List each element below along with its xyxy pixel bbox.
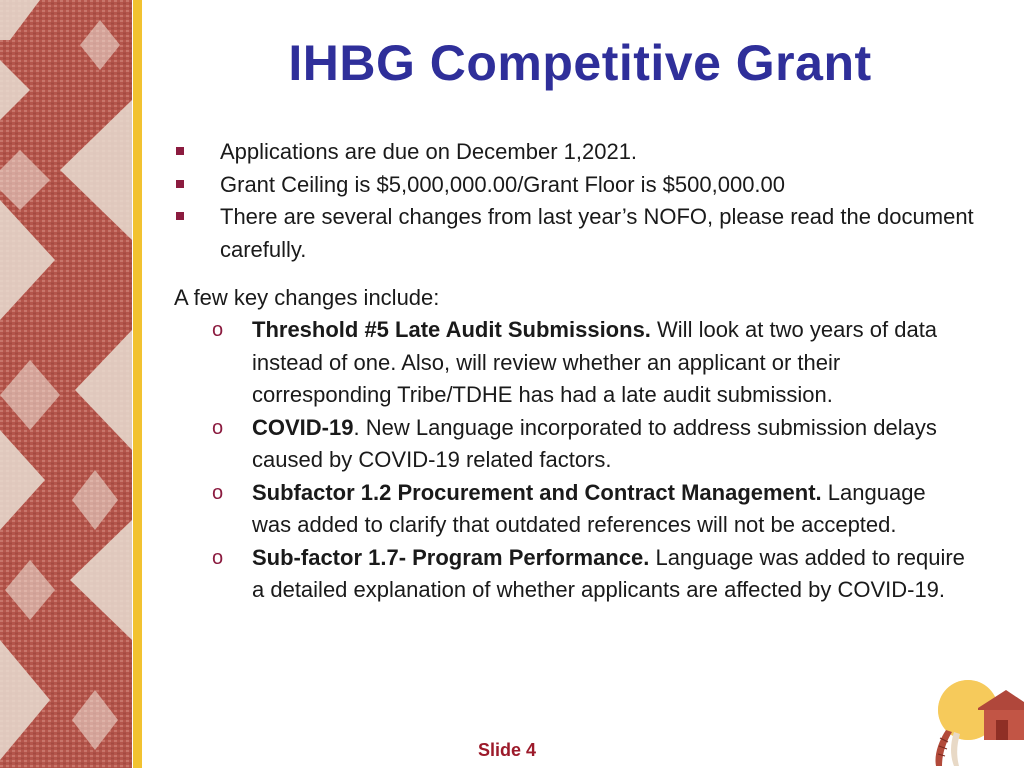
bullet-item [174, 136, 974, 169]
change-text: . New Language incorporated to address submission delays caused by COVID-19 related factors. [252, 414, 937, 472]
bullet-item [174, 169, 974, 202]
woven-pattern-sidebar [0, 0, 132, 768]
square-bullet-icon [176, 180, 184, 188]
square-bullet-icon [176, 147, 184, 155]
change-heading: Sub-factor 1.7- Program Performance. [252, 544, 650, 570]
bullet-item [174, 201, 974, 266]
change-item [210, 542, 970, 607]
change-item [210, 477, 970, 542]
circle-bullet-icon: o [212, 481, 224, 504]
bullet-text: There are several changes from last year’s NOFO, please read the document carefully. [220, 204, 974, 262]
square-bullet-icon [176, 212, 184, 220]
change-heading: COVID-19 [252, 414, 354, 440]
circle-bullet-icon: o [212, 319, 224, 341]
slide-number: Slide 4 [478, 740, 537, 760]
circle-bullet-icon: o [212, 416, 224, 439]
change-text: Will look at two years of data instead of one. Also, will review whether an applicant or their corresponding Tribe/TDHE has had a late audit submission. [252, 317, 938, 407]
bullet-text: Applications are due on December 1,2021. [220, 139, 638, 164]
change-item [210, 314, 970, 412]
change-heading: Subfactor 1.2 Procurement and Contract Management. [252, 479, 822, 505]
circle-bullet-icon: o [212, 546, 224, 569]
key-changes-list [210, 314, 970, 607]
change-text: Language was added to require a detailed explanation of whether applicants are affected by COVID-19. [252, 544, 965, 602]
slide-title: IHBG Competitive Grant [288, 35, 872, 91]
change-heading: Threshold #5 Late Audit Submissions. [252, 317, 651, 342]
bullet-text: Grant Ceiling is $5,000,000.00/Grant Floor is $500,000.00 [220, 171, 786, 197]
gold-vertical-rule [133, 0, 142, 768]
key-facts-list [174, 136, 974, 266]
changes-intro: A few key changes include: [174, 285, 440, 310]
change-item [210, 412, 970, 477]
sun-house-feathers-logo [926, 672, 1024, 768]
change-text: Language was added to clarify that outdated references will not be accepted. [252, 479, 926, 537]
